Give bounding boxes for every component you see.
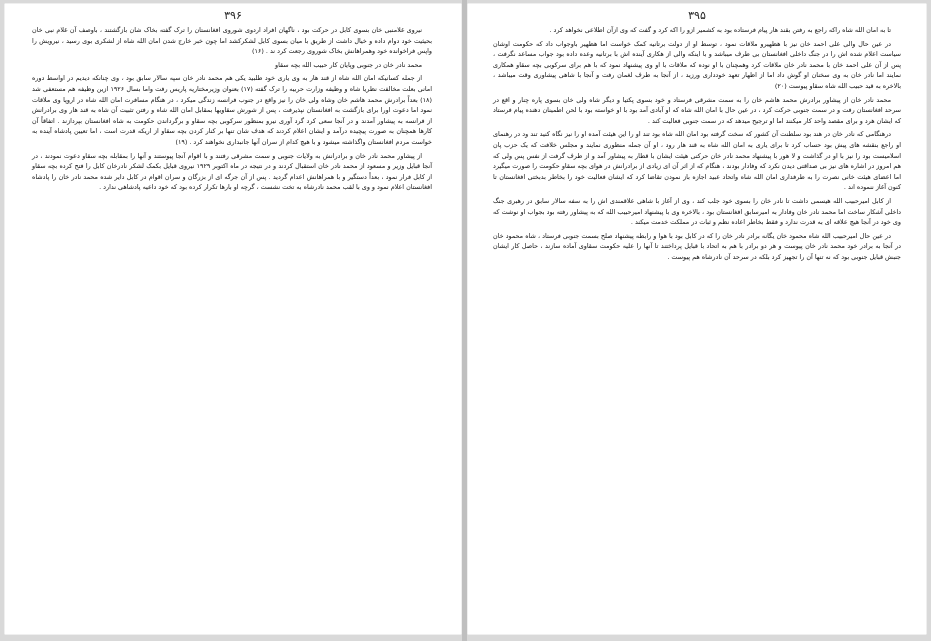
section-heading: محمد نادر خان در جنوبی وپایان کار حبیب الله بچه سقاو	[275, 60, 422, 69]
paragraph: از جمله کسانیکه امان الله شاه از قند هار به وی یاری خود طلبید یکی هم محمد نادر خان سپه سالار سابق بود ، وی چنانکه دیدیم در اواسط دوره امانی بعلت مخالفت نظریا شاه و وظیفه وزارت حربیه را ترک گفته (۱۷) بعنوان وزیرمختاریه پاریس رفت واما بسال ۱۹۲۶ ازین وظیفه هم مستعفی شد (۱۸) بعداً برادرش محمد هاشم خان وشاه ولی خان را نیز واقع در جنوب فرانسه زندگی میکرد ، در هنگام مسافرت امان الله شاه در اروپا وی ملاقات نمود اما دعوت اورا برای بازگشت به افغانستان نپذیرفت ، پس از شورش سقاویها بمقابل امان الله شاه و رفتن تثبیت آن شاه به قند هار وی برادرانش از فرانسه به پیشاور آمدند و در آنجا سعی کرد گرد آوری نیرو بمنظور سرکوبی بچه سقاو و برگرداندن حکومت به شاه افغانستان بپردازند . اتفاقاً آن کارها همچنان به صورت پیچیده درآمد و ایشان اعلام کردند که هدف شان تنها بر کنار کردن بچه سقاو از اریکه قدرت است ، اما تعیین پادشاه آینده به خواست مردم افغانستان واگذاشته میشود و با هیچ کدام از سران آنها جانبداری نخواهند کرد . (۱۹)	[32, 74, 432, 146]
paragraph: تا به امان الله شاه راکه راجع به رفتن بقند هار پیام فرستاده بود به کشمیر ازو را اکه کرد و گفت که وی ازآن اطلاعی نخواهد کرد .	[549, 26, 891, 34]
paragraph: محمد نادر خان از پیشاور برادرش محمد هاشم خان را به سمت مشرقی فرستاد و خود بسوی پکتیا و دیگر شاه ولی خان بسوی پاره چنار و اقع در سرحد افغانستان رفت و در سمت جنوبی حرکت کرد ، در عین حال با امان الله شاه که او آبادی آمد بود با او خواسته بود با لحن اطمینان دهنده پیام فرستاد که ایشان هرد و برای مقصد واحد کار میکنند اما او ترجیح میدهد که در سمت جنوبی فعالیت کند .	[493, 95, 901, 125]
paragraph: در عین حال امیرحبیب الله شاه محمود خان یگانه برادر نادر خان را که در کابل بود با هوا و رابطه پیشنهاد صلح بسمت جنوبی فرستاد ، شاه محمود خان در آنجا به برادر خود محمد نادر خان پیوست و هر دو برادر با هم به اتحاد با قبایل پرداختند تا آنها را علیه حکومت سقاوی آماده سازند ، حاصل کار ایشان جنبش قبایل جنوبی بود که نه تنها آن را تجهیز کرد بلکه در سرحد آن نادرشاه هم پیوست .	[493, 231, 901, 261]
paragraph: درهنگامی که نادر خان در هند بود سلطنت آن کشور که سخت گرفته بود امان الله شاه بود تند او را این هیئت آمده او را نیز نگاه کنید تند ود در رهنمای او راجع بنقشه های پیش بود حساب کرد تا برای یاری به امان الله شاه به قند هار رود ، او آن جمله منظوری نمایند و مجلس خلافت که یک حزب پان اسلامیست بود را نیز با او در گذاشت و لا هور با پیشنهاد محمد نادر خان حرکتی هیئت ایشان با قطار به پیشاور آمد و از طرف گرفت از نفس پس ولی که هم امروز در اشاره های نیز بی صداقتی دیدن نکرد که وفادار بودند ، هنگام که از اثر آن ای زیادی از برادرانش در هوای بچه سقاو حکومت را صورت میگیرد اما اعضای هیئت خانی نصرت را به طرفداری امان الله شاه واتحاد عبید اجازه باز نمودن تقاضا کرد که ایشان فعالیت خود را بخاطر بدبختی افغانستان تا کنون آغاز ننموده اند .	[493, 130, 901, 192]
left-page	[4, 3, 462, 635]
right-page	[467, 3, 927, 635]
paragraph: در عین حال والی علی احمد خان نیز با هظهیرو ملاقات نمود ، توسط او از دولت برتانیه کمک خواست اما هظهیر باوجواب داد که حکومت اوشان سیاست اعلام شده اش را در جنگ داخلی افغانستان بی طرف میباشد و با اینکه والی از هکاری آینده اش با برتانیه وعده داده بود جواب مساعد نگرفت ، پس از آن علی احمد خان با محمد نادر خان ملاقات کرد وهمچنان با او نوده که ملاقات با او وی پیشنهاد نمود که با هم برای سرکوبی بچه سقاو همکاری نمایند اما نادر خان به وی سخنان او گوش داد اما از اظهار تعهد خودداری ورزید ، از آنجا به طرف لغمان رفت و آنجا با شاهی پیشاوری وقت میباشد ، بالاخره به قید حبیب الله شاه سقاو پیوست (۲۰)	[493, 39, 901, 90]
page-number: ۳۹۶	[224, 9, 242, 22]
page-number: ۳۹۵	[688, 9, 706, 22]
page-body	[493, 25, 901, 262]
page-body	[32, 25, 432, 193]
paragraph: نیروی غلامنبی خان بسوی کابل در حرکت بود ، ناگهان افراد اردوی شوروی افغانستان را ترک گفته بخاک شان بازگشتند ، باوصف آن غلام نبی خان بحیثیت خود دوام داده و خیال داشت از طریق با میان بسوی کابل لشکرکشد اما چون خبر خارج شدن امان الله شاه از لشکری بوی رسید ، نیرویش را واپس فراخوانده خود وهمراهانش بخاک شوروی رجعت کرد ند . (۱۶)	[32, 26, 432, 56]
paragraph: از کابل امیرحبیب الله هیسمی داشت تا نادر خان را بسوی خود جلب کند ، وی از آغاز با شاهی علاقمندی اش را به سفه سالار سابق در رهبری جنگ داخلی آشکار ساخت اما محمد نادر خان وفادار به امیرسابق افغانستان بود ، بالاخره وی با پیشنهاد امیرحبیب الله که به پیشاور رفته بود بجواب او نوشت که وی خود در آنجا هیچ علاقه ای به قدرت ندارد و فقط بخاطر اعاده نظم و ثبات در مملکت خدمت میکند .	[493, 196, 901, 227]
paragraph: از پیشاور محمد نادر خان و برادرانش به ولایات جنوبی و سمت مشرقی رفتند و با اقوام آنجا پیوستند و آنها را بمقابله بچه سقاو دعوت نمودند ، در آنجا قبایل وزیر و مسعود از محمد نادر خان استقبال کردند و در نتیجه در ماه اکتوبر ۱۹۲۹ نیروی قبایل بکمک لشکر نادرخان کابل را فتح کرده بچه سقاو از کابل فرار نمود ، بعداً دستگیر و با همراهانش اعدام گردید . پس از آن جرگه ای از بزرگان و سران اقوام در کابل دایر شده محمد نادر خان را پادشاه افغانستان اعلام نمود و وی با لقب محمد نادرشاه به تخت نشست ، گرچه او بارها تکرار کرده بود که خود داعیه پادشاهی ندارد .	[32, 151, 432, 192]
